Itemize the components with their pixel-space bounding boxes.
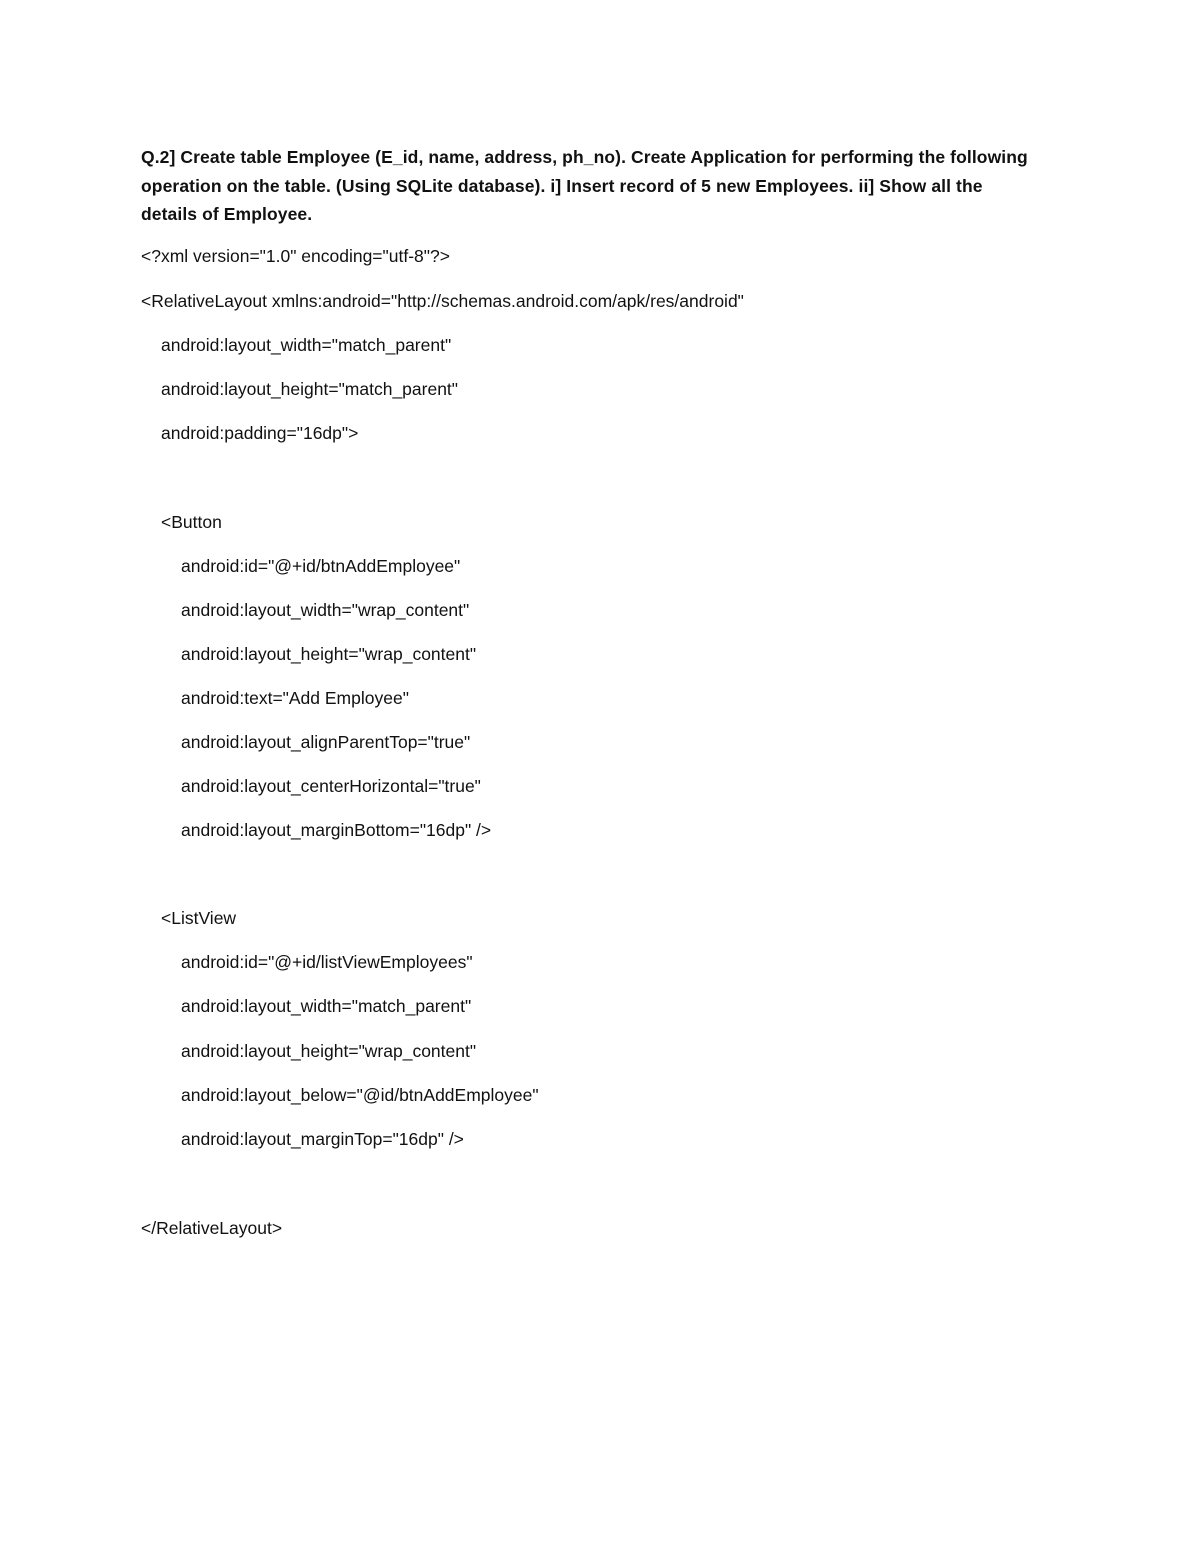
code-line-layout-height: android:layout_height="match_parent"	[161, 379, 459, 399]
code-line-relativelayout-close: </RelativeLayout>	[141, 1218, 283, 1238]
code-line-listview-width: android:layout_width="match_parent"	[181, 996, 472, 1016]
code-line-padding: android:padding="16dp">	[161, 423, 359, 443]
code-line-button-open: <Button	[161, 512, 222, 532]
code-line-button-align-top: android:layout_alignParentTop="true"	[181, 732, 471, 752]
code-line-listview-open: <ListView	[161, 908, 237, 928]
code-line-listview-id: android:id="@+id/listViewEmployees"	[181, 952, 473, 972]
code-line-button-id: android:id="@+id/btnAddEmployee"	[181, 556, 461, 576]
code-line-button-height: android:layout_height="wrap_content"	[181, 644, 477, 664]
code-line-listview-margin-top: android:layout_marginTop="16dp" />	[181, 1129, 464, 1149]
code-line-listview-below: android:layout_below="@id/btnAddEmployee"	[181, 1085, 539, 1105]
code-line-button-center: android:layout_centerHorizontal="true"	[181, 776, 481, 796]
code-line-button-margin-bottom: android:layout_marginBottom="16dp" />	[181, 820, 492, 840]
question-text: Q.2] Create table Employee (E_id, name, address, ph_no). Create Application for performing the following operation on the table. (Using SQLite database). i] Insert record of 5 new Employees. ii] Show all the details of Employee.	[141, 147, 1028, 224]
code-line-xml-declaration: <?xml version="1.0" encoding="utf-8"?>	[141, 246, 450, 266]
code-line-button-text: android:text="Add Employee"	[181, 688, 409, 708]
code-line-layout-width: android:layout_width="match_parent"	[161, 335, 452, 355]
code-line-relativelayout-open: <RelativeLayout xmlns:android="http://schemas.android.com/apk/res/android"	[141, 291, 744, 311]
code-line-button-width: android:layout_width="wrap_content"	[181, 600, 470, 620]
code-line-listview-height: android:layout_height="wrap_content"	[181, 1041, 477, 1061]
